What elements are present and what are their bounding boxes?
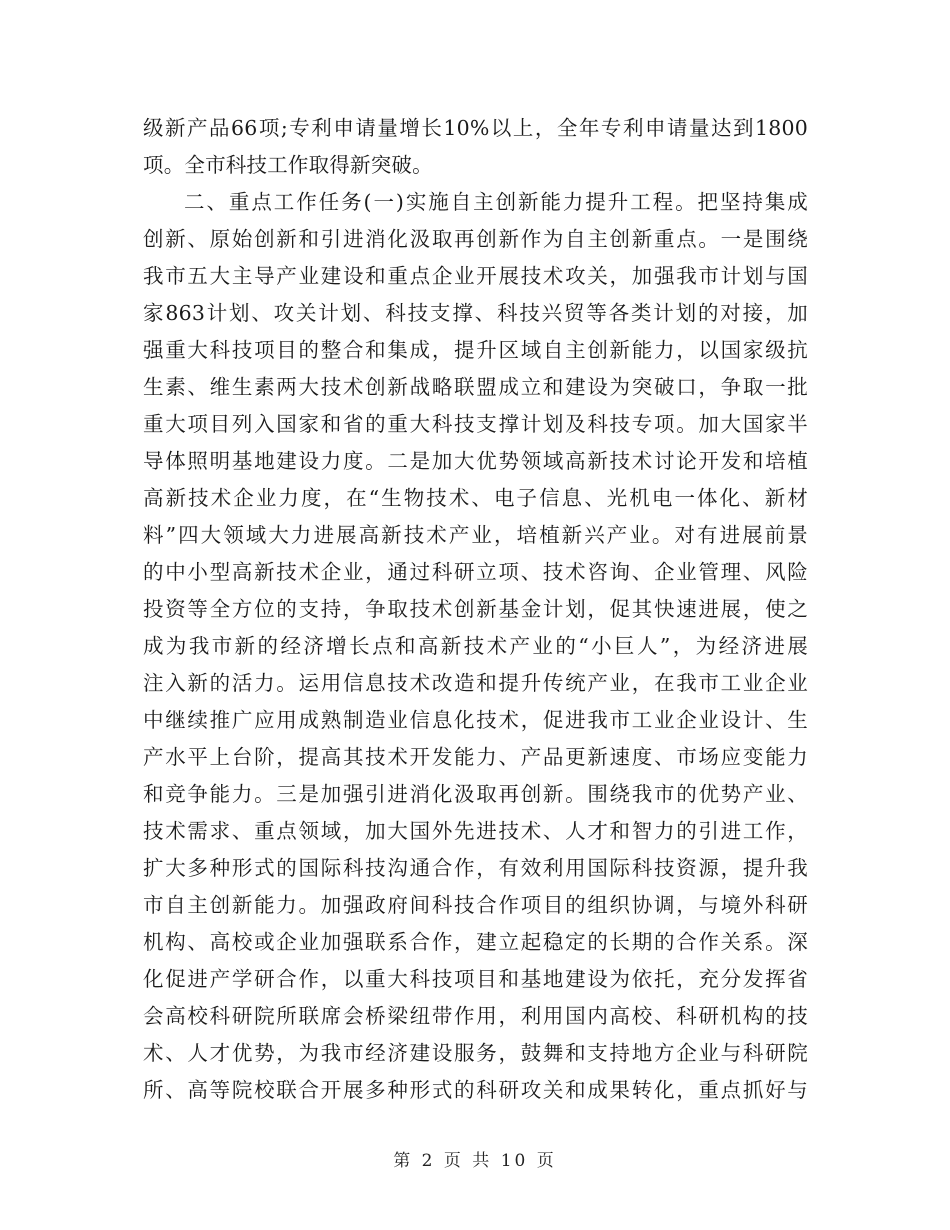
text-line: 项。全市科技工作取得新突破。 xyxy=(143,153,433,177)
text-line: 料”四大领域大力进展高新技术产业，培植新兴产业。对有进展前景 xyxy=(143,523,808,547)
text-line: 级新产品66项;专利申请量增长10%以上，全年专利申请量达到1800 xyxy=(143,116,808,140)
text-line: 生素、维生素两大技术创新战略联盟成立和建设为突破口，争取一批 xyxy=(143,375,808,399)
text-line: 投资等全方位的支持，争取技术创新基金计划，促其快速进展，使之 xyxy=(143,597,808,621)
text-line: 成为我市新的经济增长点和高新技术产业的“小巨人”，为经济进展 xyxy=(143,634,808,658)
text-line: 高新技术企业力度，在“生物技术、电子信息、光机电一体化、新材 xyxy=(143,486,808,510)
text-line: 会高校科研院所联席会桥梁纽带作用，利用国内高校、科研机构的技 xyxy=(143,1004,808,1028)
text-line: 强重大科技项目的整合和集成，提升区域自主创新能力，以国家级抗 xyxy=(143,338,808,362)
text-line: 机构、高校或企业加强联系合作，建立起稳定的长期的合作关系。深 xyxy=(143,930,808,954)
text-line: 中继续推广应用成熟制造业信息化技术，促进我市工业企业设计、生 xyxy=(143,708,808,732)
text-line: 技术需求、重点领域，加大国外先进技术、人才和智力的引进工作， xyxy=(143,819,808,843)
text-line: 扩大多种形式的国际科技沟通合作，有效利用国际科技资源，提升我 xyxy=(143,856,808,880)
section-heading-line: 二、重点工作任务(一)实施自主创新能力提升工程。把坚持集成 xyxy=(184,190,808,214)
text-line: 注入新的活力。运用信息技术改造和提升传统产业，在我市工业企业 xyxy=(143,671,808,695)
text-line: 的中小型高新技术企业，通过科研立项、技术咨询、企业管理、风险 xyxy=(143,560,808,584)
text-line: 导体照明基地建设力度。二是加大优势领域高新技术讨论开发和培植 xyxy=(143,449,808,473)
text-line: 家863计划、攻关计划、科技支撑、科技兴贸等各类计划的对接，加 xyxy=(143,301,808,325)
page-footer: 第 2 页 共 10 页 xyxy=(393,1151,557,1171)
text-line: 化促进产学研合作，以重大科技项目和基地建设为依托，充分发挥省 xyxy=(143,967,808,991)
text-line: 重大项目列入国家和省的重大科技支撑计划及科技专项。加大国家半 xyxy=(143,412,808,436)
text-line: 我市五大主导产业建设和重点企业开展技术攻关，加强我市计划与国 xyxy=(143,264,808,288)
text-line: 所、高等院校联合开展多种形式的科研攻关和成果转化，重点抓好与 xyxy=(143,1078,808,1102)
body-text xyxy=(143,110,808,1109)
text-line: 产水平上台阶，提高其技术开发能力、产品更新速度、市场应变能力 xyxy=(143,745,808,769)
text-line: 和竞争能力。三是加强引进消化汲取再创新。围绕我市的优势产业、 xyxy=(143,782,808,806)
text-line: 市自主创新能力。加强政府间科技合作项目的组织协调，与境外科研 xyxy=(143,893,808,917)
text-line: 术、人才优势，为我市经济建设服务，鼓舞和支持地方企业与科研院 xyxy=(143,1041,808,1065)
text-line: 创新、原始创新和引进消化汲取再创新作为自主创新重点。一是围绕 xyxy=(143,227,808,251)
